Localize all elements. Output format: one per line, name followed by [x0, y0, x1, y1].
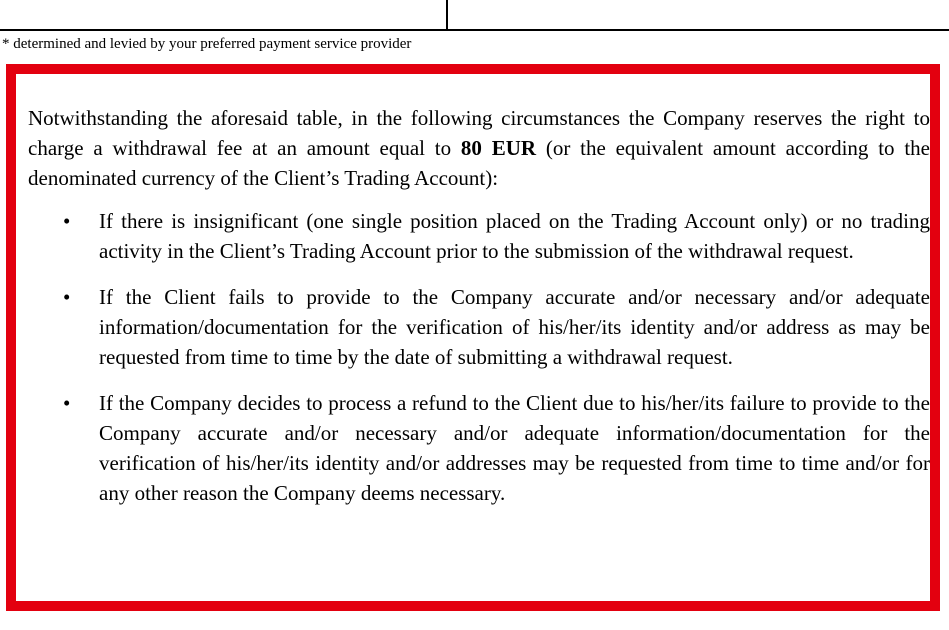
notice-intro-text-continued: (or the equivalent amount according to the denominated currency of the Client’s Trading Account):	[28, 136, 930, 190]
notice-intro-text: Notwithstanding the aforesaid table, in the following circumstances the Company reserves the right to charge a withdrawal fee at an amount equal to	[28, 106, 930, 160]
bullet-icon: •	[63, 285, 71, 309]
list-item-text: If the Client fails to provide to the Company accurate and/or necessary and/or adequate information/documentation for the verification of his/her/its identity and/or address as may be requested from time to time by the date of submitting a withdrawal request.	[99, 285, 930, 369]
list-item	[16, 388, 930, 508]
bullet-icon: •	[63, 209, 71, 233]
fee-circumstances-list	[16, 206, 930, 524]
fee-table-column-divider	[446, 0, 448, 29]
list-item-text: If there is insignificant (one single position placed on the Trading Account only) or no trading activity in the Client’s Trading Account prior to the submission of the withdrawal request.	[99, 209, 930, 263]
fee-table-bottom-edge	[0, 0, 949, 31]
notice-intro-paragraph	[28, 103, 930, 193]
list-item	[16, 282, 930, 372]
list-item-text: If the Company decides to process a refund to the Client due to his/her/its failure to provide to the Company accurate and/or necessary and/or adequate information/documentation for the verification of his/her/its identity and/or addresses may be requested from time to time and/or for any other reason the Company deems necessary.	[99, 391, 930, 505]
withdrawal-fee-amount: 80 EUR	[460, 136, 537, 160]
withdrawal-fee-notice-box	[6, 64, 940, 611]
payment-provider-footnote: * determined and levied by your preferred payment service provider	[2, 36, 412, 52]
list-item	[16, 206, 930, 266]
bullet-icon: •	[63, 391, 71, 415]
